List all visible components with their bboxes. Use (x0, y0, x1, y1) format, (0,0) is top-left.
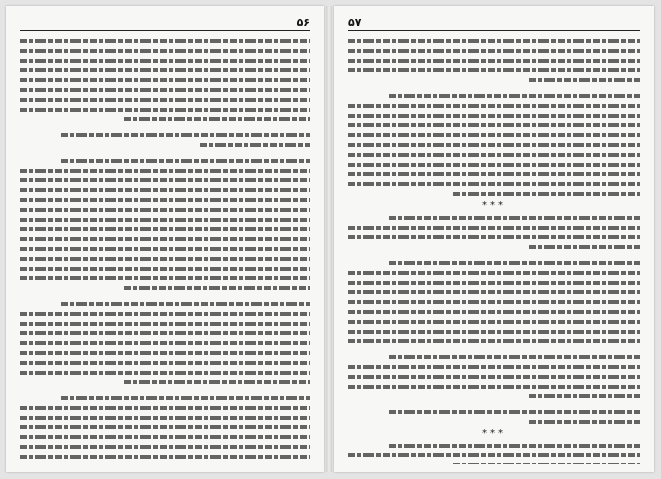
right-paragraph-1-lines (348, 36, 640, 85)
left-paragraph-2-lines (20, 130, 310, 150)
book-gutter (326, 6, 332, 472)
left-running-head (20, 14, 310, 31)
right-paragraph-6-lines (348, 407, 640, 427)
right-paragraph-2-lines (348, 91, 640, 199)
right-paragraph-4-lines (348, 258, 640, 346)
left-paragraph-3-lines (20, 156, 310, 293)
right-running-head (348, 14, 640, 31)
right-paragraph-3-lines (348, 213, 640, 252)
right-body-text (348, 36, 640, 464)
left-paragraph-1-lines (20, 36, 310, 124)
right-paragraph-7-lines (348, 441, 640, 464)
right-page-number: ۵۷ (348, 15, 362, 29)
left-page (6, 6, 324, 472)
left-page-number: ۵۶ (296, 15, 310, 29)
right-section-separator-2: *** (482, 427, 506, 439)
left-paragraph-5-lines (20, 393, 310, 464)
right-paragraph-5-lines (348, 352, 640, 401)
right-page (334, 6, 654, 472)
left-paragraph-4-lines (20, 299, 310, 387)
left-body-text (20, 36, 310, 464)
right-section-separator-1: *** (482, 199, 506, 211)
